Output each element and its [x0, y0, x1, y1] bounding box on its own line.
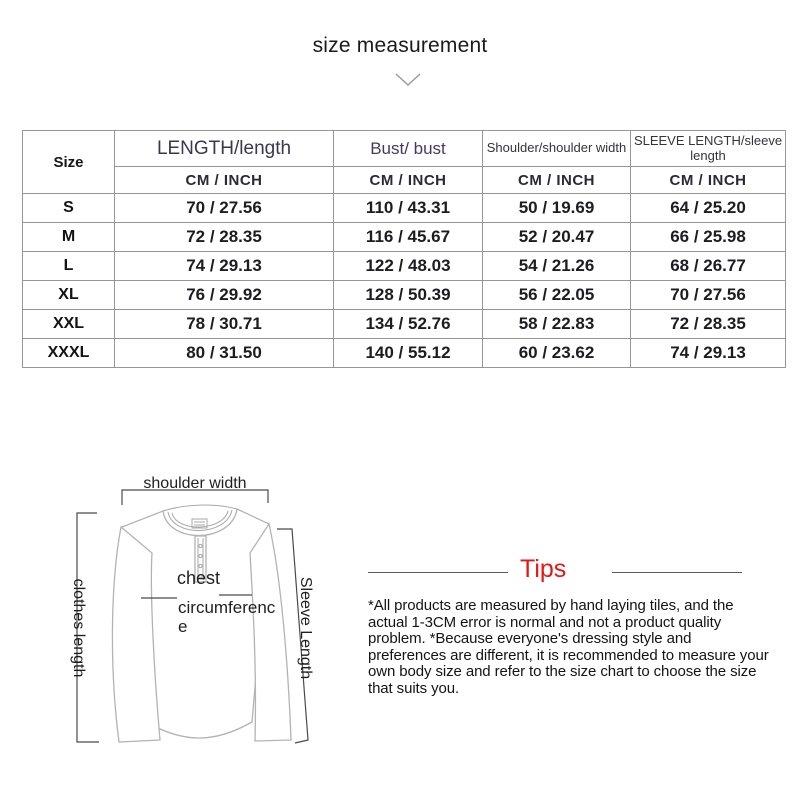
sleeve-cell: 74 / 29.13: [631, 339, 786, 368]
chest-label-line2: circumferenc: [178, 598, 276, 617]
size-cell: S: [23, 194, 115, 223]
bust-cell: 128 / 50.39: [334, 281, 483, 310]
size-cell: XXXL: [23, 339, 115, 368]
shoulder-cell: 58 / 22.83: [483, 310, 631, 339]
bust-cell: 110 / 43.31: [334, 194, 483, 223]
table-row-xxl: [23, 310, 786, 339]
table-unit-row: [23, 167, 786, 194]
table-row-s: [23, 194, 786, 223]
table-row-xxxl: [23, 339, 786, 368]
table-row-m: [23, 223, 786, 252]
shirt-measurement-diagram: [40, 430, 340, 790]
tips-section: [368, 555, 782, 697]
shoulder-cell: 52 / 20.47: [483, 223, 631, 252]
shirt-right-sleeve: [250, 524, 291, 741]
chest-label-line3: e: [178, 617, 188, 636]
bust-column-header: Bust/ bust: [334, 131, 483, 167]
bust-cell: 116 / 45.67: [334, 223, 483, 252]
sleeve-cell: 70 / 27.56: [631, 281, 786, 310]
size-cell: L: [23, 252, 115, 281]
size-cell: XXL: [23, 310, 115, 339]
tips-title: Tips: [520, 555, 567, 583]
tips-rule-right: [612, 572, 742, 573]
bust-unit-header: CM / INCH: [334, 167, 483, 194]
chevron-down-icon: [388, 70, 428, 92]
table-header-row: [23, 131, 786, 167]
length-unit-header: CM / INCH: [115, 167, 334, 194]
length-cell: 70 / 27.56: [115, 194, 334, 223]
shoulder-column-header: Shoulder/shoulder width: [483, 131, 631, 167]
bust-cell: 134 / 52.76: [334, 310, 483, 339]
sleeve-unit-header: CM / INCH: [631, 167, 786, 194]
tips-rule-left: [368, 572, 508, 573]
shoulder-cell: 56 / 22.05: [483, 281, 631, 310]
size-cell: XL: [23, 281, 115, 310]
clothes-length-label: clothes length: [70, 578, 87, 678]
bust-cell: 122 / 48.03: [334, 252, 483, 281]
tips-header: [368, 555, 782, 585]
shoulder-cell: 60 / 23.62: [483, 339, 631, 368]
shoulder-width-label: shoulder width: [143, 475, 247, 492]
sleeve-cell: 66 / 25.98: [631, 223, 786, 252]
sleeve-cell: 64 / 25.20: [631, 194, 786, 223]
sleeve-cell: 72 / 28.35: [631, 310, 786, 339]
length-cell: 76 / 29.92: [115, 281, 334, 310]
shoulder-width-bracket: [122, 490, 268, 505]
chest-label-line1: chest: [177, 568, 221, 588]
shoulder-unit-header: CM / INCH: [483, 167, 631, 194]
length-column-header: LENGTH/length: [115, 131, 334, 167]
shirt-collar-back: [163, 505, 237, 511]
length-cell: 78 / 30.71: [115, 310, 334, 339]
tips-body-text: *All products are measured by hand laying tiles, and the actual 1-3CM error is normal and not a product quality problem. *Because everyone's dressing style and preferences are different, it is recommended to measure your own body size and refer to the size chart to choose the size that suits you.: [368, 597, 769, 697]
shoulder-cell: 54 / 21.26: [483, 252, 631, 281]
sleeve-cell: 68 / 26.77: [631, 252, 786, 281]
size-cell: M: [23, 223, 115, 252]
length-cell: 80 / 31.50: [115, 339, 334, 368]
shoulder-cell: 50 / 19.69: [483, 194, 631, 223]
length-cell: 74 / 29.13: [115, 252, 334, 281]
size-corner-header: Size: [23, 131, 115, 194]
size-chart-table: [22, 130, 786, 368]
page-title: size measurement: [312, 34, 488, 57]
bust-cell: 140 / 55.12: [334, 339, 483, 368]
table-row-l: [23, 252, 786, 281]
table-row-xl: [23, 281, 786, 310]
sleeve-column-header: SLEEVE LENGTH/sleeve length: [631, 131, 786, 167]
sleeve-length-label: Sleeve Length: [297, 576, 314, 680]
length-cell: 72 / 28.35: [115, 223, 334, 252]
